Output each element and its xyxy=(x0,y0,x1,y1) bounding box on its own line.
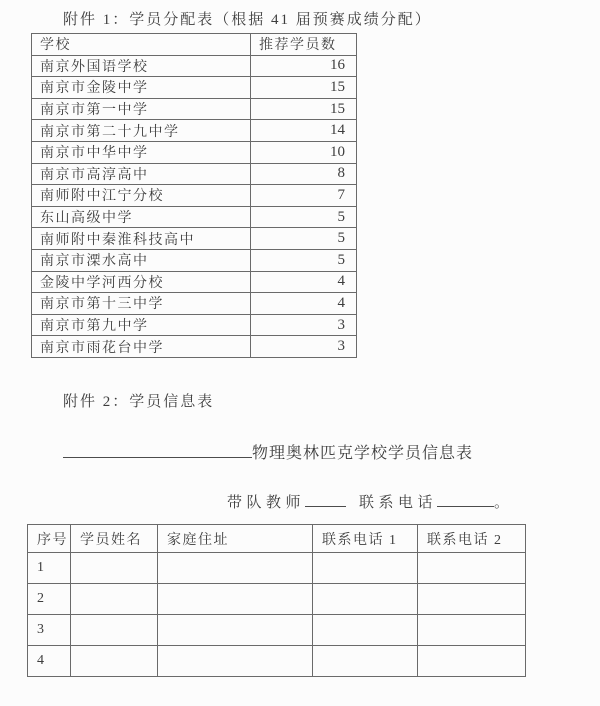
table-row xyxy=(32,249,357,271)
table-cell: 南京市金陵中学 xyxy=(32,77,251,99)
attachment2-title: 附件 2：学员信息表 xyxy=(63,394,215,410)
table-row xyxy=(32,228,357,250)
table-cell: 南京市雨花台中学 xyxy=(32,336,251,358)
table-cell: 南京市第一中学 xyxy=(32,98,251,120)
table-cell xyxy=(158,646,313,677)
form-title-line xyxy=(63,440,473,463)
column-header: 学员姓名 xyxy=(71,525,158,553)
table-row xyxy=(32,336,357,358)
teacher-phone-line xyxy=(227,491,514,512)
attachment1-title: 附件 1：学员分配表（根据 41 届预赛成绩分配） xyxy=(63,12,432,28)
table-row xyxy=(32,185,357,207)
table-cell: 3 xyxy=(251,314,357,336)
table-cell xyxy=(71,646,158,677)
table-cell xyxy=(158,553,313,584)
table-cell: 15 xyxy=(251,98,357,120)
table-row xyxy=(28,584,526,615)
table-cell: 南京外国语学校 xyxy=(32,55,251,77)
table-cell xyxy=(71,615,158,646)
form-title: 物理奥林匹克学校学员信息表 xyxy=(252,445,474,462)
table-cell xyxy=(313,646,418,677)
phone-label: 联系电话 xyxy=(359,495,438,511)
table-cell: 南师附中江宁分校 xyxy=(32,185,251,207)
table-cell: 金陵中学河西分校 xyxy=(32,271,251,293)
table-cell xyxy=(158,584,313,615)
table-cell: 南京市溧水高中 xyxy=(32,249,251,271)
table-cell: 南京市第十三中学 xyxy=(32,293,251,315)
table-cell: 4 xyxy=(28,646,71,677)
table-cell: 5 xyxy=(251,228,357,250)
table-cell: 10 xyxy=(251,141,357,163)
table-cell: 5 xyxy=(251,206,357,228)
header-row xyxy=(28,525,526,553)
table-cell xyxy=(313,584,418,615)
table-cell: 8 xyxy=(251,163,357,185)
column-header: 联系电话 1 xyxy=(313,525,418,553)
table-row xyxy=(28,553,526,584)
table-cell xyxy=(418,646,526,677)
table-cell: 南京市第九中学 xyxy=(32,314,251,336)
table-cell: 15 xyxy=(251,77,357,99)
table-cell: 东山高级中学 xyxy=(32,206,251,228)
table-row xyxy=(32,271,357,293)
allocation-table xyxy=(31,33,357,358)
teacher-name-blank xyxy=(305,491,346,507)
column-header: 学校 xyxy=(32,34,251,56)
phone-number-blank xyxy=(437,491,494,507)
table-row xyxy=(32,163,357,185)
sentence-end: 。 xyxy=(494,495,514,511)
table-row xyxy=(32,120,357,142)
table-cell: 3 xyxy=(251,336,357,358)
table-cell: 2 xyxy=(28,584,71,615)
table-row xyxy=(32,55,357,77)
table-cell: 14 xyxy=(251,120,357,142)
table-cell xyxy=(418,553,526,584)
table-cell: 南师附中秦淮科技高中 xyxy=(32,228,251,250)
table-cell xyxy=(158,615,313,646)
school-name-blank xyxy=(63,442,252,458)
table-cell: 5 xyxy=(251,249,357,271)
info-table xyxy=(27,524,526,677)
table-cell xyxy=(418,584,526,615)
table-row xyxy=(28,615,526,646)
table-row xyxy=(32,77,357,99)
table-cell: 南京市高淳高中 xyxy=(32,163,251,185)
table-cell xyxy=(313,553,418,584)
column-header: 家庭住址 xyxy=(158,525,313,553)
column-header: 序号 xyxy=(28,525,71,553)
header-row xyxy=(32,34,357,56)
table-cell xyxy=(313,615,418,646)
column-header: 联系电话 2 xyxy=(418,525,526,553)
table-cell: 南京市中华中学 xyxy=(32,141,251,163)
table-cell: 4 xyxy=(251,293,357,315)
table-cell: 南京市第二十九中学 xyxy=(32,120,251,142)
table-row xyxy=(32,98,357,120)
table-cell: 3 xyxy=(28,615,71,646)
table-cell: 7 xyxy=(251,185,357,207)
table-cell: 16 xyxy=(251,55,357,77)
table-cell xyxy=(418,615,526,646)
table-row xyxy=(28,646,526,677)
table-row xyxy=(32,206,357,228)
table-row xyxy=(32,314,357,336)
column-header: 推荐学员数 xyxy=(251,34,357,56)
teacher-label: 带队教师 xyxy=(227,495,306,511)
table-cell xyxy=(71,553,158,584)
table-cell: 1 xyxy=(28,553,71,584)
table-row xyxy=(32,293,357,315)
table-cell: 4 xyxy=(251,271,357,293)
table-row xyxy=(32,141,357,163)
table-cell xyxy=(71,584,158,615)
